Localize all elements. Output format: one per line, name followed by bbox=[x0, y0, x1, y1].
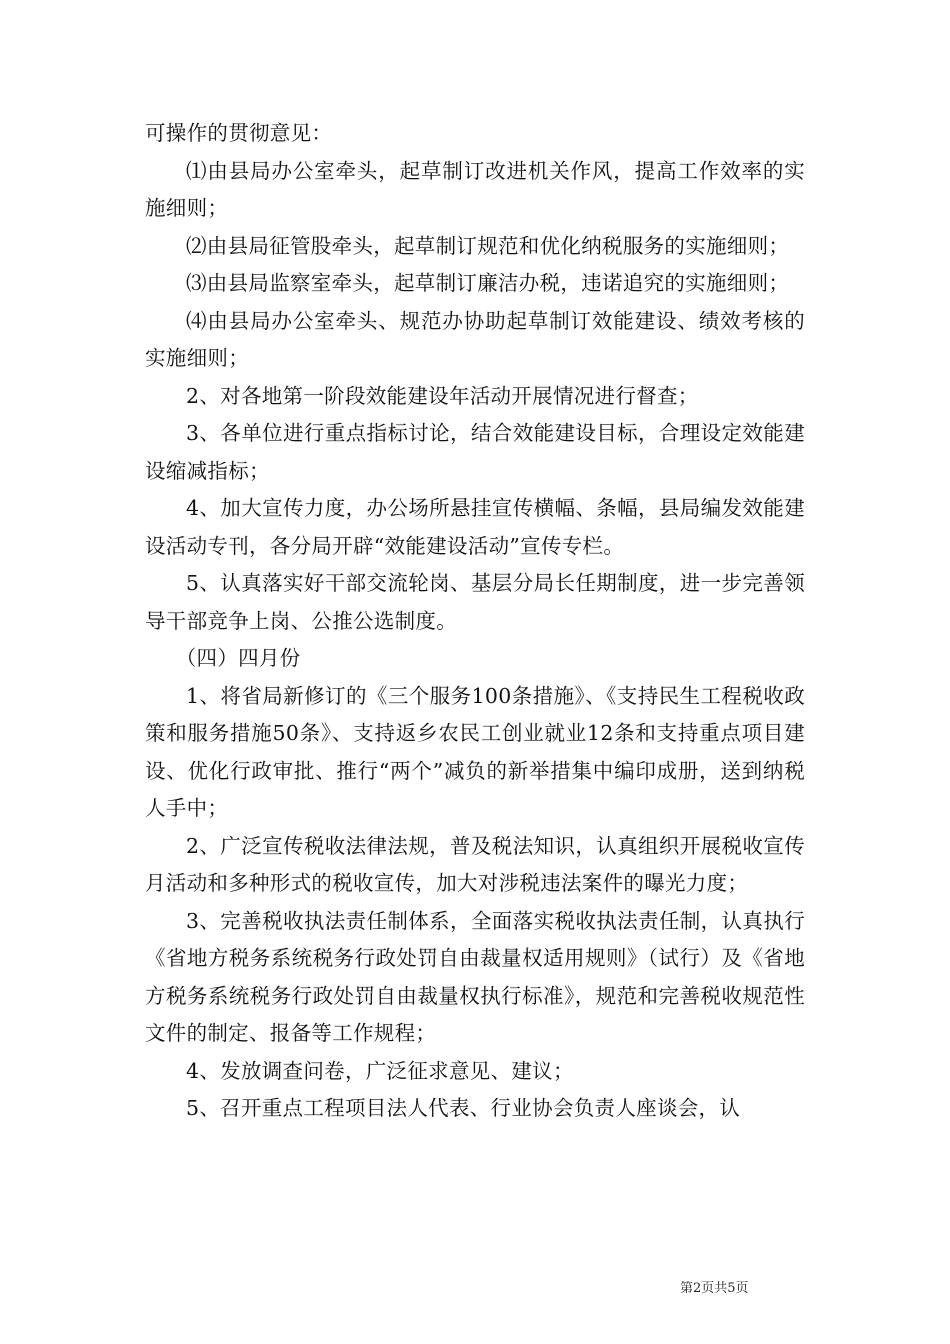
page-number: 第2页共5页 bbox=[680, 1281, 749, 1296]
paragraph-item-1: ⑴由县局办公室牵头，起草制订改进机关作风，提高工作效率的实施细则； bbox=[145, 158, 805, 220]
paragraph-continuation: 可操作的贯彻意见： bbox=[145, 121, 333, 145]
paragraph-5: 5、认真落实好干部交流轮岗、基层分局长任期制度，进一步完善领导干部竞争上岗、公推公选制度。 bbox=[145, 571, 805, 633]
april-item-1: 1、将省局新修订的《三个服务100条措施》、《支持民生工程税收政策和服务措施50条》、支持返乡农民工创业就业12条和支持重点项目建设、优化行政审批、推行“两个”减负的新举措集中编印成册，送到纳税人手中； bbox=[145, 683, 805, 820]
april-item-3: 3、完善税收执法责任制体系，全面落实税收执法责任制，认真执行《省地方税务系统税务行政处罚自由裁量权适用规则》（试行）及《省地方税务系统税务行政处罚自由裁量权执行标准》，规范和完善税收规范性文件的制定、报备等工作规程； bbox=[145, 908, 805, 1045]
april-item-5: 5、召开重点工程项目法人代表、行业协会负责人座谈会，认 bbox=[186, 1096, 741, 1120]
paragraph-2: 2、对各地第一阶段效能建设年活动开展情况进行督查； bbox=[186, 383, 699, 408]
paragraph-item-2: ⑵由县局征管股牵头，起草制订规范和优化纳税服务的实施细则； bbox=[186, 233, 790, 258]
paragraph-3: 3、各单位进行重点指标讨论，结合效能建设目标，合理设定效能建设缩减指标； bbox=[145, 421, 805, 483]
paragraph-item-3: ⑶由县局监察室牵头，起草制订廉洁办税，违诺追究的实施细则； bbox=[186, 271, 790, 295]
section-heading-april: （四）四月份 bbox=[175, 646, 301, 670]
april-item-2: 2、广泛宣传税收法律法规，普及税法知识，认真组织开展税收宣传月活动和多种形式的税收宣传，加大对涉税违法案件的曝光力度； bbox=[145, 833, 805, 895]
april-item-4: 4、发放调查问卷，广泛征求意见、建议； bbox=[186, 1058, 574, 1083]
paragraph-4: 4、加大宣传力度，办公场所悬挂宣传横幅、条幅，县局编发效能建设活动专刊，各分局开辟“效能建设活动”宣传专栏。 bbox=[145, 496, 805, 558]
body-text bbox=[145, 115, 805, 1128]
paragraph-item-4: ⑷由县局办公室牵头、规范办协助起草制订效能建设、绩效考核的实施细则； bbox=[145, 308, 805, 370]
